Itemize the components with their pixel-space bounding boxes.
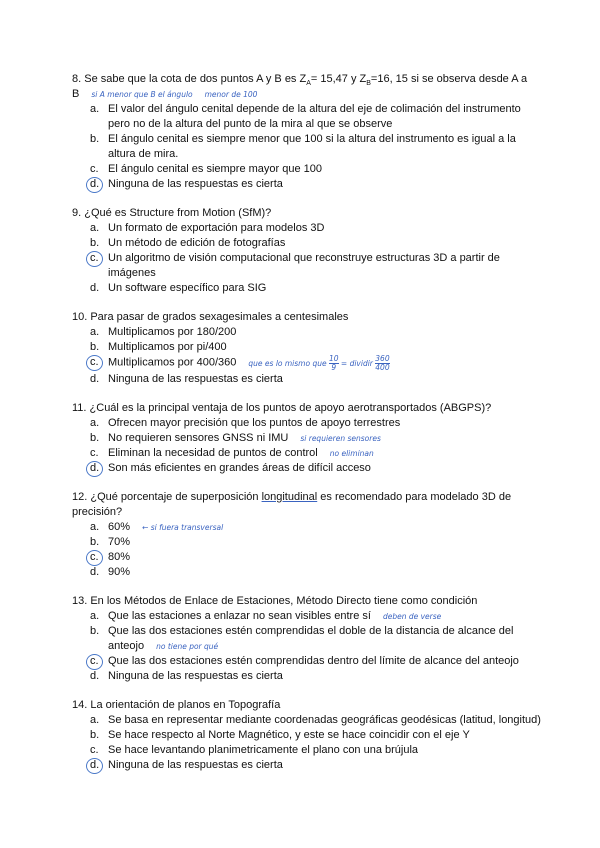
choice-text: Ofrecen mayor precisión que los puntos de apoyo terrestres [108,417,401,429]
handwritten-note: menor de 100 [204,90,258,99]
note-text: que es lo mismo que [248,358,327,368]
choice-letter: b. [90,729,100,741]
question-title: 9. ¿Qué es Structure from Motion (SfM)? [72,207,272,219]
answer-choice[interactable] [72,728,542,743]
handwritten-note: deben de verse [382,612,442,621]
circled-choice-letter: d. [90,462,100,474]
answer-choice[interactable] [72,221,542,236]
choice-text: El valor del ángulo cenital depende de la altura del eje de colimación del instrumento pero no de la altura del punto de la mira al que se observe [108,103,521,130]
choice-letter: c. [90,447,99,459]
answer-choice[interactable] [72,162,542,177]
question-14 [72,698,542,773]
choice-text: Que las dos estaciones estén comprendidas dentro del límite de alcance del anteojo [108,655,519,667]
answer-choice[interactable] [72,654,542,669]
choice-text: Se hace respecto al Norte Magnético, y este se hace coincidir con el eje Y [108,729,470,741]
denominator: 9 [331,363,337,372]
handwritten-note: no eliminan [329,449,374,458]
fraction [329,355,339,372]
exam-document [72,72,542,787]
choice-text: Multiplicamos por pi/400 [108,341,227,353]
answer-choice[interactable] [72,102,542,132]
note-text: = dividir [340,358,373,368]
answer-choice[interactable] [72,758,542,773]
choice-letter: d. [90,373,100,385]
choice-text: Un software específico para SIG [108,282,267,294]
choice-letter: b. [90,536,100,548]
answer-choice[interactable] [72,713,542,728]
fraction [375,355,389,372]
choice-text: 80% [108,551,131,563]
answer-choice[interactable] [72,340,542,355]
choice-text: Un método de edición de fotografías [108,237,286,249]
answer-choice[interactable] [72,132,542,162]
choice-letter: a. [90,222,100,234]
choice-text: El ángulo cenital es siempre mayor que 100 [108,163,323,175]
choice-text: Eliminan la necesidad de puntos de control [108,447,318,459]
choice-text: No requieren sensores GNSS ni IMU [108,432,289,444]
answer-choice[interactable] [72,535,542,550]
choice-text: Que las dos estaciones estén comprendidas el doble de la distancia de alcance del anteojo [108,625,514,652]
answer-choice[interactable] [72,565,542,580]
handwritten-note: si A menor que B el ángulo [91,90,193,99]
choice-text: Se basa en representar mediante coordenadas geográficas geodésicas (latitud, longitud) [108,714,541,726]
circled-choice-letter: c. [90,252,99,264]
question-11 [72,401,542,476]
choice-letter: d. [90,566,100,578]
answer-choice[interactable] [72,372,542,387]
choice-letter: c. [90,163,99,175]
answer-choice[interactable] [72,461,542,476]
choice-letter: b. [90,133,100,145]
choice-text: Que las estaciones a enlazar no sean visibles entre sí [108,610,371,622]
handwritten-note [248,354,390,372]
choice-letter: a. [90,521,100,533]
choice-text: Ninguna de las respuestas es cierta [108,373,283,385]
answer-choice[interactable] [72,743,542,758]
choice-letter: b. [90,625,100,637]
subscript: A [306,80,311,88]
answer-choice[interactable] [72,550,542,565]
choice-text: 70% [108,536,131,548]
answer-choice[interactable] [72,669,542,684]
answer-choice[interactable] [72,251,542,281]
question-title [72,490,542,520]
choice-text: Ninguna de las respuestas es cierta [108,670,283,682]
choice-text: Multiplicamos por 180/200 [108,326,237,338]
title-part: es recomendado para modelado 3D de precisión? [72,491,512,518]
handwritten-note: ← si fuera transversal [142,523,224,532]
answer-choice[interactable] [72,446,542,461]
circled-choice-letter: c. [90,356,99,368]
question-title: 13. En los Métodos de Enlace de Estaciones, Método Directo tiene como condición [72,595,478,607]
choice-text: Se hace levantando planimetricamente el plano con una brújula [108,744,419,756]
choice-letter: d. [90,282,100,294]
choice-text: Ninguna de las respuestas es cierta [108,178,283,190]
choice-text: Un algoritmo de visión computacional que reconstruye estructuras 3D a partir de imágenes [108,252,500,279]
numerator: 360 [375,354,390,363]
circled-choice-letter: d. [90,759,100,771]
choice-text: 90% [108,566,131,578]
denominator: 400 [375,363,390,372]
answer-choice[interactable] [72,325,542,340]
choice-letter: b. [90,341,100,353]
choice-letter: a. [90,714,100,726]
question-title: 14. La orientación de planos en Topografía [72,699,281,711]
answer-choice[interactable] [72,520,542,535]
choice-text: Ninguna de las respuestas es cierta [108,759,283,771]
choice-text: Un formato de exportación para modelos 3D [108,222,325,234]
numerator: 10 [328,354,339,363]
choice-text: 60% [108,521,131,533]
subscript: B [366,80,371,88]
question-title: 10. Para pasar de grados sexagesimales a centesimales [72,311,349,323]
answer-choice[interactable] [72,236,542,251]
circled-choice-letter: d. [90,178,100,190]
choice-letter: d. [90,670,100,682]
title-part: 12. ¿Qué porcentaje de superposición [72,491,262,503]
answer-choice[interactable] [72,281,542,296]
answer-choice[interactable] [72,431,542,446]
question-title [72,72,542,102]
choice-letter: a. [90,326,100,338]
answer-choice[interactable] [72,416,542,431]
handwritten-note: no tiene por qué [156,642,219,651]
choice-letter: c. [90,744,99,756]
question-10 [72,310,542,387]
underlined-word: longitudinal [261,491,318,503]
choice-text: Son más eficientes en grandes áreas de difícil acceso [108,462,371,474]
circled-choice-letter: c. [90,655,99,667]
question-13 [72,594,542,684]
question-9 [72,206,542,296]
question-12 [72,490,542,580]
choice-letter: a. [90,103,100,115]
title-part: = 15,47 y Z [310,73,367,85]
handwritten-note: si requieren sensores [300,434,381,443]
circled-choice-letter: c. [90,551,99,563]
choice-letter: b. [90,432,100,444]
title-part: =16, 15 si se observa desde A a B [72,73,528,100]
choice-letter: a. [90,417,100,429]
answer-choice[interactable] [72,177,542,192]
title-part: 8. Se sabe que la cota de dos puntos A y B es Z [72,73,307,85]
answer-choice[interactable] [72,609,542,624]
question-title: 11. ¿Cuál es la principal ventaja de los puntos de apoyo aerotransportados (ABGPS)? [72,402,492,414]
choice-letter: a. [90,610,100,622]
choice-letter: b. [90,237,100,249]
choice-text: Multiplicamos por 400/360 [108,356,237,369]
answer-choice[interactable] [72,355,542,372]
choice-text: El ángulo cenital es siempre menor que 100 si la altura del instrumento es igual a la altura de mira. [108,133,516,160]
question-8 [72,72,542,192]
answer-choice[interactable] [72,624,542,654]
